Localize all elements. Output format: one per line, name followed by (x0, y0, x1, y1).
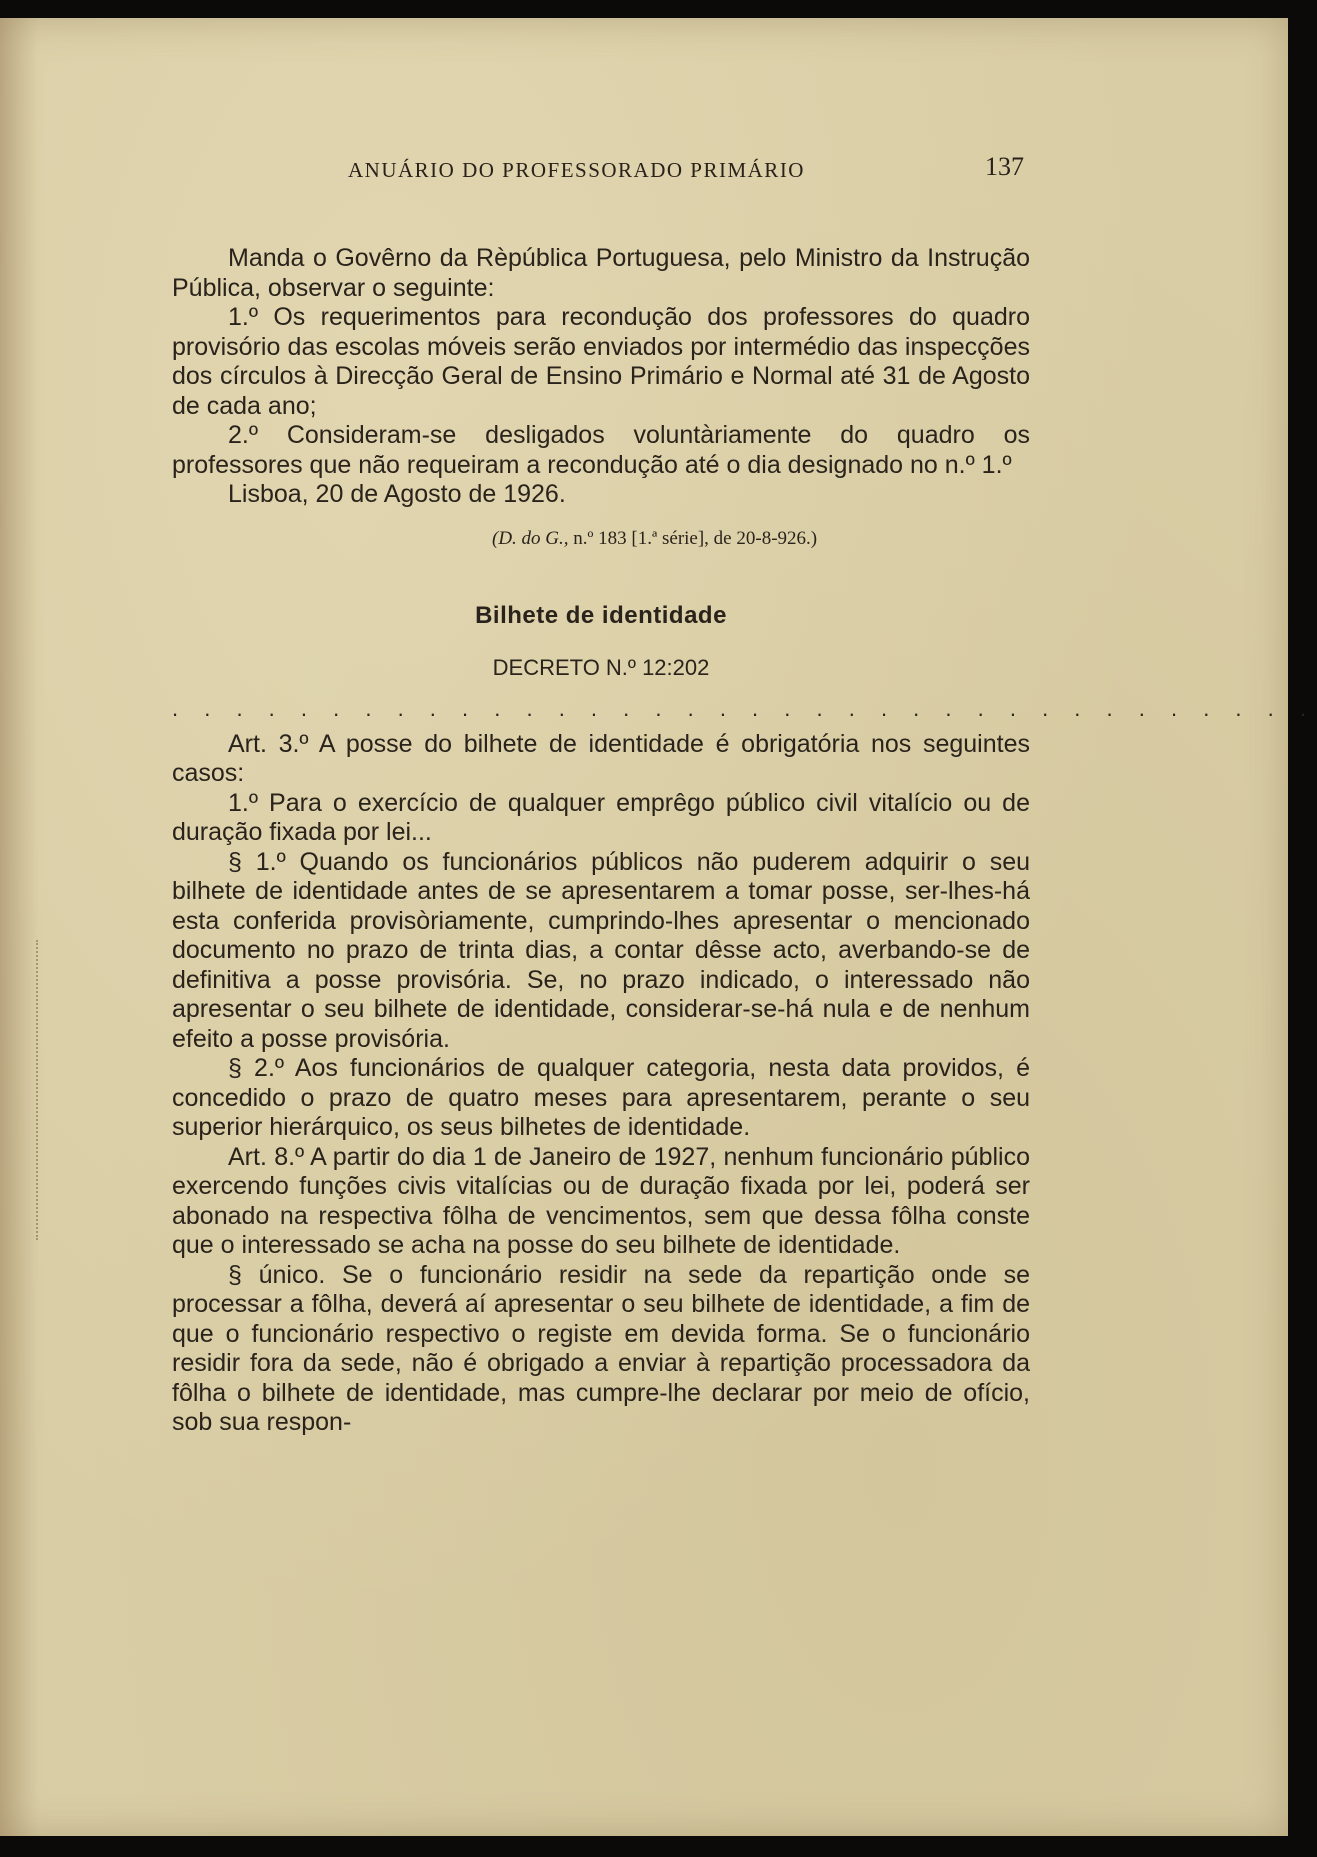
source-rest: n.º 183 [1.ª série], de 20-8-926.) (573, 527, 818, 549)
page-number: 137 (985, 152, 1024, 181)
margin-pencil-mark (36, 940, 42, 1240)
paragraph: Manda o Govêrno da Rèpública Portuguesa, pelo Ministro da Instrução Pública, observar o seguinte: (172, 244, 1030, 302)
running-title: ANUÁRIO DO PROFESSORADO PRIMÁRIO (348, 158, 805, 182)
paragraph-date: Lisboa, 20 de Agosto de 1926. (228, 480, 566, 508)
ellipsis-dots: . . . . . . . . . . . . . . . . . . . . . . . . . . . . . . . . . . . . (172, 696, 1316, 721)
page-edge-shadow (0, 18, 38, 1836)
paragraph: Art. 3.º A posse do bilhete de identidade é obrigatória nos seguintes casos: (172, 729, 1030, 787)
page-header (348, 152, 1024, 183)
paragraph: Art. 8.º A partir do dia 1 de Janeiro de 1927, nenhum funcionário público exercendo funções civis vitalícias ou de duração fixada por lei, poderá ser abonado na respectiva fôlha de vencimentos, sem que dessa fôlha conste que o interessado se acha na posse do seu bilhete de identidade. (172, 1142, 1030, 1259)
paragraph: 2.º Consideram-se desligados voluntàriamente do quadro os professores que não requeiram a recondução até o dia designado no n.º 1.º (172, 421, 1030, 479)
paragraph: § único. Se o funcionário residir na sede da repartição onde se processar a fôlha, deverá aí apresentar o seu bilhete de identidade, a fim de que o funcionário respectivo o registe em devida forma. Se o funcionário residir fora da sede, não é obrigado a enviar à repartição processadora da fôlha o bilhete de identidade, mas cumpre-lhe declarar por meio de ofício, sob sua respon- (172, 1260, 1030, 1436)
paragraph: 1.º Para o exercício de qualquer emprêgo público civil vitalício ou de duração fixada por lei... (172, 788, 1030, 846)
source-citation (172, 524, 1030, 554)
source-italic: (D. do G., (492, 527, 569, 549)
decree-number: DECRETO N.º 12:202 (492, 654, 710, 680)
paragraph: 1.º Os requerimentos para recondução dos professores do quadro provisório das escolas móveis serão enviados por intermédio das inspecções dos círculos à Direcção Geral de Ensino Primário e Normal até 31 de Agosto de cada ano; (172, 303, 1030, 420)
paragraph: § 1.º Quando os funcionários públicos não puderem adquirir o seu bilhete de identidade antes de se apresentarem a tomar posse, ser-lhes-há esta conferida provisòriamente, cumprindo-lhes apresentar o mencionado documento no prazo de trinta dias, a contar dêsse acto, averbando-se de definitiva a posse provisória. Se, no prazo indicado, o interessado não apresentar o seu bilhete de identidade, considerar-se-há nula e de nenhum efeito a posse provisória. (172, 847, 1030, 1053)
paragraph: § 2.º Aos funcionários de qualquer categoria, nesta data providos, é concedido o prazo de quatro meses para apresentarem, perante o seu superior hierárquico, os seus bilhetes de identidade. (172, 1054, 1030, 1141)
section-title: Bilhete de identidade (475, 602, 727, 629)
body-text (172, 244, 1316, 1438)
